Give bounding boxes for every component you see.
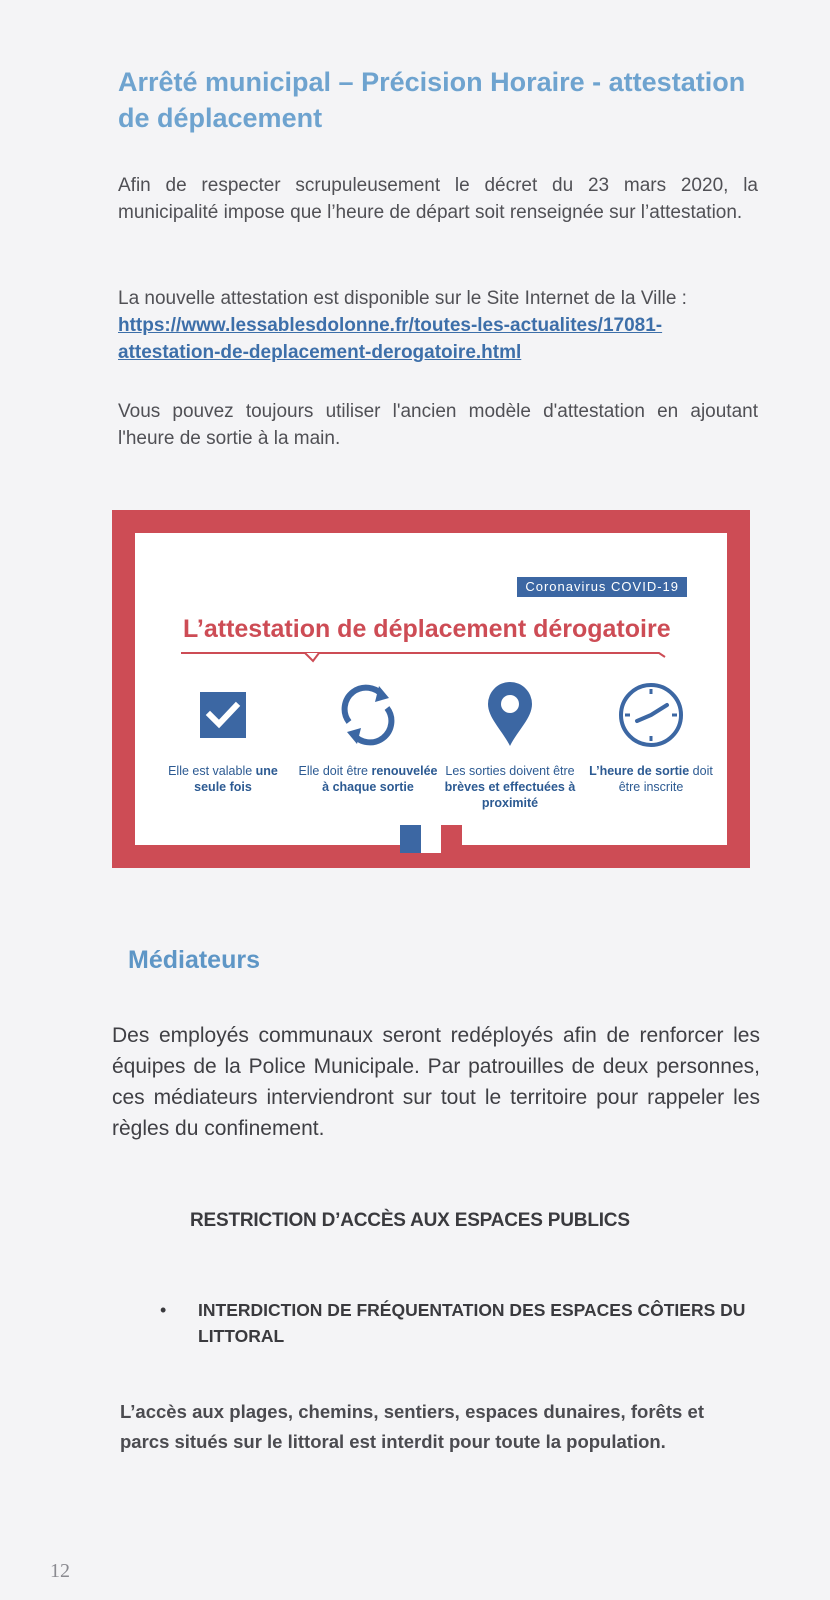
info-caption-part-a: Elle est valable bbox=[168, 764, 256, 778]
paragraph-mediateurs: Des employés communaux seront redéployés afin de renforcer les équipes de la Police Municipale. Par patrouilles de deux personnes, ces médiateurs interviendront sur tout le territoire pour rappeler les règles du confinement. bbox=[112, 1024, 760, 1140]
paragraph-littoral: L’accès aux plages, chemins, sentiers, espaces dunaires, forêts et parcs situés sur le littoral est interdit pour toute la population. bbox=[120, 1401, 704, 1452]
info-caption-part-b: renouvelée à chaque sortie bbox=[322, 764, 438, 794]
info-caption-part-b: doit être inscrite bbox=[618, 764, 713, 794]
paragraph-new-attestation-text: La nouvelle attestation est disponible sur le Site Internet de la Ville : bbox=[118, 288, 687, 309]
info-caption-part-b: brèves et effectuées à proximité bbox=[444, 780, 576, 810]
checkbox-icon bbox=[198, 690, 248, 740]
paragraph-old-model: Vous pouvez toujours utiliser l'ancien modèle d'attestation en ajoutant l'heure de sortie à la main. bbox=[118, 401, 758, 449]
info-caption bbox=[440, 763, 580, 811]
page-title: Arrêté municipal – Précision Horaire - attestation de déplacement bbox=[118, 67, 746, 133]
bullet-dot-icon: • bbox=[160, 1300, 167, 1320]
infographic-heading: L’attestation de déplacement dérogatoire bbox=[183, 615, 671, 643]
covid-tag: Coronavirus COVID-19 bbox=[517, 577, 687, 597]
clock-icon bbox=[617, 681, 685, 749]
info-item-single-use bbox=[153, 675, 293, 795]
info-item-time bbox=[581, 675, 721, 795]
attestation-infographic bbox=[112, 510, 750, 868]
info-caption-part-a: Les sorties doivent être bbox=[445, 764, 575, 778]
info-caption-part-b: une seule fois bbox=[194, 764, 278, 794]
mediateurs-heading: Médiateurs bbox=[128, 946, 260, 974]
bullet-text: INTERDICTION DE FRÉQUENTATION DES ESPACES CÔTIERS DU LITTORAL bbox=[198, 1300, 746, 1346]
info-caption bbox=[153, 763, 293, 795]
attestation-link[interactable]: https://www.lessablesdolonne.fr/toutes-les-actualites/17081-attestation-de-deplacement-derogatoire.html bbox=[118, 315, 663, 363]
info-caption bbox=[298, 763, 438, 795]
info-caption bbox=[581, 763, 721, 795]
infographic-panel bbox=[135, 533, 727, 845]
marianne-logo-icon bbox=[400, 825, 462, 853]
info-caption-part-a: L’heure de sortie bbox=[589, 764, 693, 778]
speech-underline bbox=[179, 649, 669, 663]
page-number: 12 bbox=[50, 1560, 70, 1582]
bullet-item bbox=[160, 1297, 800, 1349]
restriction-heading: RESTRICTION D’ACCÈS AUX ESPACES PUBLICS bbox=[190, 1210, 630, 1231]
info-caption-part-a: Elle doit être bbox=[298, 764, 372, 778]
refresh-icon bbox=[335, 682, 401, 748]
info-item-proximity bbox=[440, 675, 580, 811]
info-item-renew bbox=[298, 675, 438, 795]
location-pin-icon bbox=[484, 680, 536, 750]
paragraph-new-attestation bbox=[118, 285, 758, 366]
paragraph-decree: Afin de respecter scrupuleusement le décret du 23 mars 2020, la municipalité impose que l’heure de départ soit renseignée sur l’attestation. bbox=[118, 175, 758, 223]
